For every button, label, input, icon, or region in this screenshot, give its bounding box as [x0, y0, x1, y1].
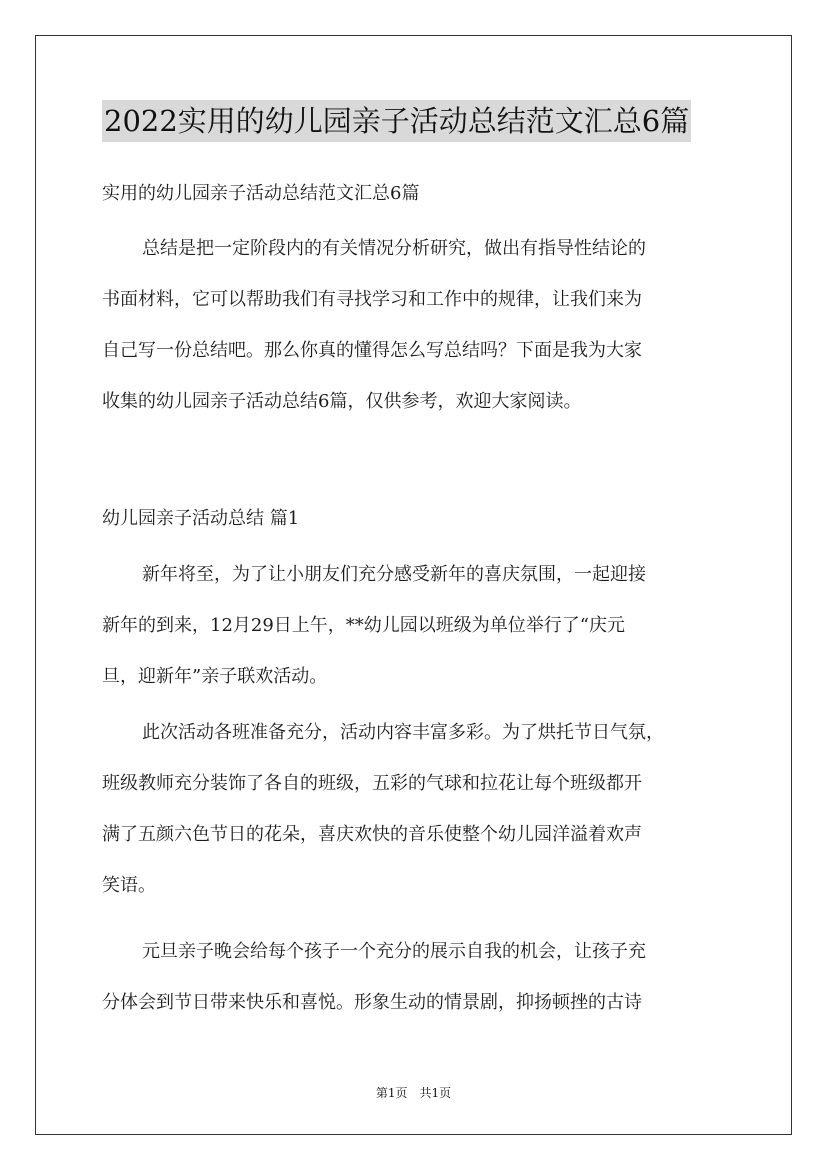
paragraph2-line-3: 满了五颜六色节日的花朵，喜庆欢快的音乐使整个幼儿园洋溢着欢声 [102, 824, 642, 845]
paragraph1-line-1: 新年将至，为了让小朋友们充分感受新年的喜庆氛围，一起迎接 [142, 564, 646, 585]
intro-line-1: 总结是把一定阶段内的有关情况分析研究，做出有指导性结论的 [142, 238, 646, 259]
paragraph2-line-4: 笑语。 [102, 875, 156, 896]
paragraph3-line-2: 分体会到节日带来快乐和喜悦。形象生动的情景剧，抑扬顿挫的古诗 [102, 992, 642, 1013]
intro-line-4: 收集的幼儿园亲子活动总结6篇，仅供参考，欢迎大家阅读。 [102, 391, 582, 412]
document-title: 2022实用的幼儿园亲子活动总结范文汇总6篇 [102, 100, 691, 142]
intro-line-2: 书面材料，它可以帮助我们有寻找学习和工作中的规律，让我们来为 [102, 289, 642, 310]
page-footer [0, 1085, 827, 1101]
paragraph3-line-1: 元旦亲子晚会给每个孩子一个充分的展示自我的机会，让孩子充 [142, 941, 646, 962]
paragraph1-line-2: 新年的到来，12月29日上午，**幼儿园以班级为单位举行了“庆元 [102, 615, 626, 636]
document-subtitle: 实用的幼儿园亲子活动总结范文汇总6篇 [102, 183, 420, 204]
page-number: 第1页 [375, 1086, 408, 1100]
paragraph2-line-2: 班级教师充分装饰了各自的班级，五彩的气球和拉花让每个班级都开 [102, 773, 642, 794]
intro-line-3: 自己写一份总结吧。那么你真的懂得怎么写总结吗？下面是我为大家 [102, 340, 642, 361]
page-total: 共1页 [419, 1086, 452, 1100]
paragraph1-line-3: 旦，迎新年”亲子联欢活动。 [102, 666, 328, 687]
section-heading: 幼儿园亲子活动总结 篇1 [102, 508, 300, 529]
paragraph2-line-1: 此次活动各班准备充分，活动内容丰富多彩。为了烘托节日气氛， [142, 722, 664, 743]
